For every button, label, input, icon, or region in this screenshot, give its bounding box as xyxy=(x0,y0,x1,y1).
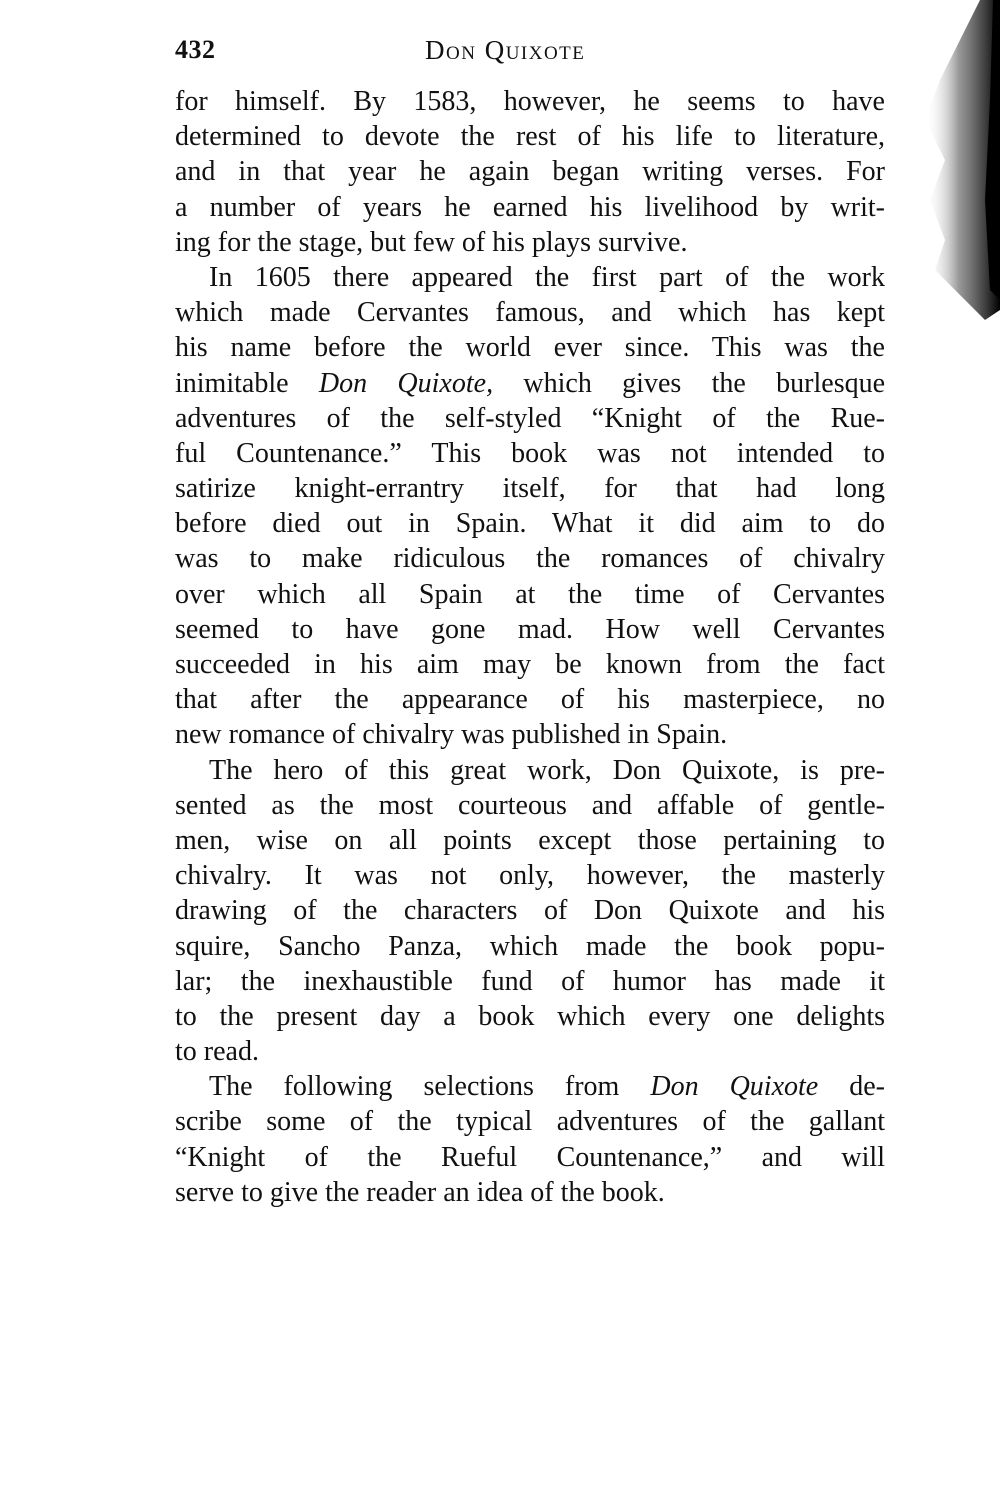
text-line: before died out in Spain. What it did aim to do xyxy=(175,508,885,540)
text-line xyxy=(175,1069,885,1104)
text-line: determined to devote the rest of his life to literature, xyxy=(175,121,885,153)
text-line: to the present day a book which every one delights xyxy=(175,1000,885,1032)
text-line xyxy=(175,366,885,401)
book-title: Don Quixote xyxy=(650,1071,819,1103)
text-line: a number of years he earned his livelihood by writ- xyxy=(175,191,885,223)
book-title: Don Quixote, xyxy=(318,367,494,399)
page-number: 432 xyxy=(175,35,216,64)
text-line: men, wise on all points except those pertaining to xyxy=(175,824,885,856)
scan-edge-shadow xyxy=(905,0,1000,330)
text-line: new romance of chivalry was published in Spain. xyxy=(175,719,728,751)
text-line: scribe some of the typical adventures of the gallant xyxy=(175,1106,885,1138)
text-line: lar; the inexhaustible fund of humor has made it xyxy=(175,965,885,997)
text-line: that after the appearance of his masterpiece, no xyxy=(175,684,885,716)
text-line: ing for the stage, but few of his plays survive. xyxy=(175,226,688,258)
text-line: ful Countenance.” This book was not intended to xyxy=(175,437,885,469)
running-title: Don Quixote xyxy=(425,35,586,65)
text-line: “Knight of the Rueful Countenance,” and will xyxy=(175,1141,885,1173)
text-line: In 1605 there appeared the first part of the work xyxy=(209,261,885,293)
text-line: for himself. By 1583, however, he seems to have xyxy=(175,86,885,117)
text-run: The following selections from xyxy=(209,1071,651,1103)
text-line: over which all Spain at the time of Cervantes xyxy=(175,578,885,610)
body-text xyxy=(175,84,885,1210)
text-line: succeeded in his aim may be known from the fact xyxy=(175,649,885,680)
text-line: sented as the most courteous and affable of gentle- xyxy=(175,789,885,821)
text-line: seemed to have gone mad. How well Cervantes xyxy=(175,613,885,645)
page-header xyxy=(175,35,885,75)
text-run: inimitable xyxy=(175,367,319,399)
text-line: which made Cervantes famous, and which has kept xyxy=(175,297,885,329)
text-line: and in that year he again began writing verses. For xyxy=(175,156,885,188)
text-line: was to make ridiculous the romances of chivalry xyxy=(175,543,885,575)
text-line: squire, Sancho Panza, which made the book popu- xyxy=(175,930,885,962)
text-line: to read. xyxy=(175,1036,259,1068)
text-run: de- xyxy=(818,1071,885,1103)
text-line: The hero of this great work, Don Quixote, is pre- xyxy=(209,754,885,786)
text-line: his name before the world ever since. This was the xyxy=(175,332,885,364)
text-line: satirize knight-errantry itself, for that had long xyxy=(175,473,885,505)
text-line: drawing of the characters of Don Quixote and his xyxy=(175,895,885,927)
text-line: serve to give the reader an idea of the book. xyxy=(175,1176,665,1208)
text-line: adventures of the self-styled “Knight of the Rue- xyxy=(175,402,885,434)
text-run: which gives the burlesque xyxy=(493,367,886,399)
text-line: chivalry. It was not only, however, the masterly xyxy=(175,860,885,892)
